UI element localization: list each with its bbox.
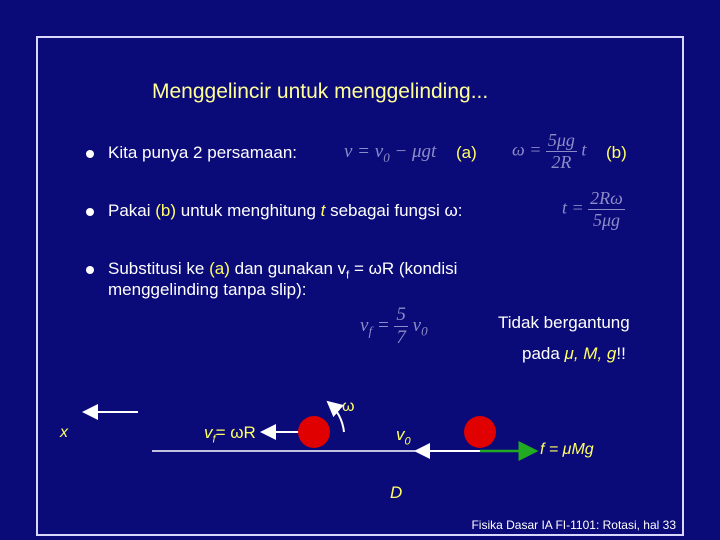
ball-rolling bbox=[298, 416, 330, 448]
equation-vf: $v_f$ = $\frac{5}{7}$ $v_0$ bbox=[360, 304, 428, 348]
bullet-1-text: Kita punya 2 persamaan: bbox=[108, 143, 298, 162]
distance-label: D bbox=[390, 483, 403, 502]
label-a: (a) bbox=[456, 143, 477, 162]
friction-label: f = μMg bbox=[540, 441, 594, 458]
note-line-2: pada μ, M, g!! bbox=[522, 344, 626, 363]
bullet-3-text: Substitusi ke (a) dan gunakan $v_f = \omega R$ (kondisi bbox=[108, 259, 458, 282]
vf-label: $v_f= \omega R$ bbox=[204, 423, 256, 446]
v0-label: $v_0$ bbox=[396, 425, 411, 448]
equation-a: $v = v_0 - \mu gt$ bbox=[344, 141, 437, 165]
label-b: (b) bbox=[606, 143, 627, 162]
footer-text: Fisika Dasar IA FI-1101: Rotasi, hal 33 bbox=[471, 518, 676, 532]
x-axis-label: x bbox=[60, 424, 68, 441]
note-line-1: Tidak bergantung bbox=[498, 313, 630, 332]
slide-title: Menggelincir untuk menggelinding... bbox=[152, 80, 489, 103]
equation-b: ω = $\frac{5\mu g}{2R}$ t bbox=[512, 130, 587, 172]
bullet-2-text: Pakai (b) untuk menghitung t sebagai fungsi ω: bbox=[108, 201, 463, 220]
bullet-3-line2: menggelinding tanpa slip): bbox=[108, 280, 307, 299]
equation-t: t = $\frac{2R\omega}{5\mu g}$ bbox=[562, 188, 623, 230]
omega-label: ω bbox=[342, 398, 355, 415]
ball-initial bbox=[464, 416, 496, 448]
